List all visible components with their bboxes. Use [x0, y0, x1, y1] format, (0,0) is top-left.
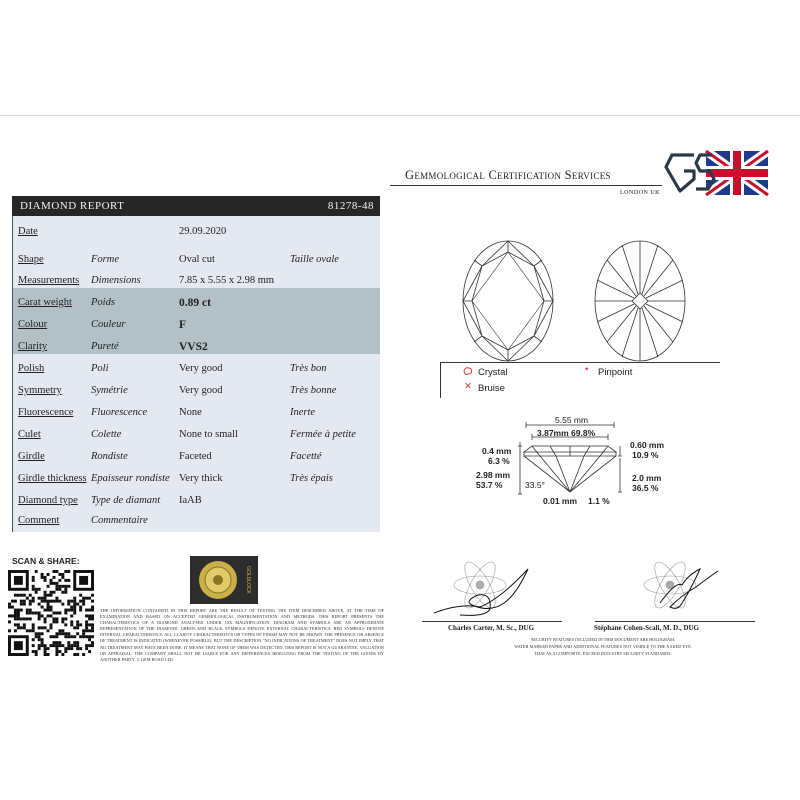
report-row [12, 490, 380, 512]
report-title: DIAMOND REPORT [20, 200, 125, 212]
row-value: None to small [179, 429, 238, 440]
row-fr: Forme [91, 254, 119, 265]
report-row [12, 314, 380, 336]
brand-rule [390, 185, 662, 186]
row-value: Very good [179, 363, 223, 374]
atom-watermark-left-icon [454, 558, 506, 612]
row-label: Date [18, 226, 38, 237]
row-value: Very thick [179, 473, 223, 484]
atom-watermark-right-icon [644, 558, 696, 612]
gcs-logo [664, 149, 770, 197]
row-value: 0.89 ct [179, 297, 211, 309]
row-value: Oval cut [179, 254, 215, 265]
profile-depth-pct: 53.7 % [476, 480, 503, 490]
signatory-left: Charles Carter, M. Sc., DUG [448, 624, 535, 632]
report-row [12, 358, 380, 380]
profile-table: 3.87mm 69.8% [537, 428, 596, 438]
row-fr: Epaisseur rondiste [91, 473, 170, 484]
row-label: Carat weight [18, 297, 72, 308]
brand-subtitle: LONDON UK [620, 190, 660, 196]
report-row [12, 380, 380, 402]
crystal-icon [462, 366, 474, 376]
profile-width: 5.55 mm [555, 415, 589, 425]
profile-girdle-pct: 10.9 % [632, 450, 659, 460]
row-label: Polish [18, 363, 45, 374]
profile-culet-pct: 1.1 % [588, 496, 610, 506]
row-label: Fluorescence [18, 407, 74, 418]
row-fr: Commentaire [91, 515, 148, 526]
legend-bruise: Bruise [478, 383, 505, 394]
inclusion-legend [440, 362, 720, 398]
report-row [12, 249, 380, 271]
row-value: IaAB [179, 495, 202, 506]
row-value-fr: Très bon [290, 363, 327, 374]
row-label: Comment [18, 515, 60, 526]
row-label: Culet [18, 429, 41, 440]
row-label: Clarity [18, 341, 48, 352]
report-row [12, 446, 380, 468]
row-value: None [179, 407, 202, 418]
row-value: Very good [179, 385, 223, 396]
legend-crystal: Crystal [478, 367, 508, 378]
row-fr: Symétrie [91, 385, 128, 396]
scan-share-label: SCAN & SHARE: [12, 556, 80, 566]
qr-code-icon[interactable] [8, 570, 94, 656]
row-fr: Couleur [91, 319, 126, 330]
profile-pavilion-pct: 36.5 % [632, 483, 659, 493]
row-label: Diamond type [18, 495, 78, 506]
report-row [12, 270, 380, 292]
profile-pavilion-angle: 33.5° [525, 480, 545, 490]
report-row [12, 336, 380, 358]
scan-edge-line [0, 115, 800, 116]
row-value: Faceted [179, 451, 212, 462]
row-value: VVS2 [179, 341, 208, 353]
row-value-fr: Inerte [290, 407, 316, 418]
row-value-fr: Taille ovale [290, 254, 339, 265]
row-value: 29.09.2020 [179, 226, 227, 237]
row-label: Girdle thickness [18, 473, 87, 484]
row-fr: Fluorescence [91, 407, 148, 418]
report-number: 81278-48 [327, 200, 374, 212]
proportion-profile [470, 415, 720, 508]
profile-crown-mm: 0.4 mm [482, 446, 512, 456]
row-value-fr: Facetté [290, 451, 322, 462]
security-note-2: WATER MARKED PAPER AND ADDITIONAL FEATURES NOT VISIBLE TO THE NAKED EYE. [514, 644, 692, 649]
report-row [12, 292, 380, 314]
row-fr: Dimensions [91, 275, 141, 286]
svg-text:GOLDLOCK: GOLDLOCK [245, 566, 251, 594]
disclaimer-text: THE INFORMATION CONTAINED IN THIS REPORT ARE THE RESULT OF TESTING THE ITEM DESCRIBED ABOVE, AT THE TIME OF EXAMINATION AND BASED ON ACCEPTED GEMMOLOGICAL INSTRUMENTATION AND METHODS. THIS REPORT PRESENTS THE CHARACTERISTICS OF A DIAMOND ANALYSED UNDER 10X MAGNIFICATION. DIAGRAM AND SYMBOLS ARE AN APPROXIMATE REPRESENTATION OF THE DIAMOND. GREEN AND BLACK SYMBOLS DENOTE EXTERNAL CHARACTERISTICS. RED SYMBOLS DENOTE INTERNAL CHARACTERISTICS. ALL CLARITY CHARACTERISTICS OR TYPES OF FINISH MAY NOT BE SHOWN. THE PRESENCE OR ABSENCE OF TREATMENT IS INDICATED (WHENEVER POSSIBLE), BUT THE DESCRIPTION "NO INDICATIONS OF TREATMENT" DOES NOT IMPLY THAT NO TREATMENT MAY HAVE BEEN DONE. IT MEANS THAT NONE OF THEM WAS DETECTED. THIS REPORT IS NOT A GUARANTEE, VALUATION OR APPRAISAL. THE COMPANY SHALL NOT BE LIABLE FOR ANY DIFFERENCES RESULTING FROM THE TESTING OF THE GOODS BY ANOTHER PARTY. © GEM ROAD LTD [100, 608, 384, 662]
bruise-icon: ✕ [464, 381, 472, 392]
row-label: Colour [18, 319, 48, 330]
profile-girdle-mm: 0.60 mm [630, 440, 665, 450]
row-fr: Poli [91, 363, 109, 374]
signatures [420, 555, 760, 625]
row-value: 7.85 x 5.55 x 2.98 mm [179, 275, 275, 286]
report-row [12, 468, 380, 490]
profile-pavilion-mm: 2.0 mm [632, 473, 662, 483]
report-header [12, 196, 380, 216]
report-row [12, 221, 380, 243]
report-row [12, 424, 380, 446]
pinpoint-icon: • [585, 364, 589, 375]
row-fr: Poids [91, 297, 115, 308]
security-note-3: THAT AS A COMPOSITE, EXCEED INDUSTRY SECURITY STANDARDS. [534, 651, 672, 656]
row-label: Measurements [18, 275, 80, 286]
union-flag-icon [706, 151, 768, 195]
security-note-1: SECURITY FEATURES INCLUDED IN THIS DOCUMENT ARE HOLOGRAM, [530, 637, 676, 642]
profile-crown-pct: 6.3 % [488, 456, 510, 466]
report-row [12, 402, 380, 424]
row-value-fr: Fermée à petite [290, 429, 356, 440]
row-label: Girdle [18, 451, 45, 462]
plotting-diagrams [455, 238, 695, 364]
row-fr: Colette [91, 429, 122, 440]
row-value: F [179, 319, 187, 331]
goldlock-seal-icon [190, 556, 258, 604]
row-value-fr: Très bonne [290, 385, 337, 396]
pavilion-view-diagram [595, 241, 685, 361]
crown-view-diagram [463, 241, 553, 361]
row-label: Symmetry [18, 385, 62, 396]
row-value-fr: Très épais [290, 473, 333, 484]
profile-depth-mm: 2.98 mm [476, 470, 511, 480]
row-fr: Rondiste [91, 451, 128, 462]
legend-pinpoint: Pinpoint [598, 367, 633, 378]
row-fr: Type de diamant [91, 495, 161, 506]
brand-title: Gemmological Certification Services [405, 168, 611, 182]
row-fr: Pureté [91, 341, 119, 352]
report-row [12, 510, 380, 532]
row-label: Shape [18, 254, 44, 265]
profile-culet: 0.01 mm [543, 496, 578, 506]
signatory-right: Stéphane Cohen-Scali, M. D., DUG [594, 624, 700, 632]
